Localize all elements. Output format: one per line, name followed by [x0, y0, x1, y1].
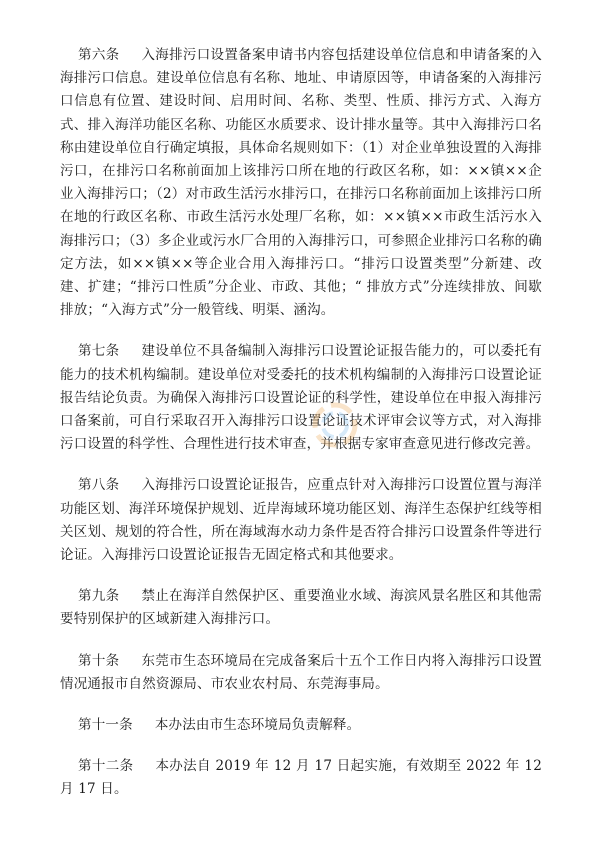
- article-label: 第八条: [78, 477, 120, 494]
- article-label: 第六条: [78, 47, 120, 63]
- article-text: 建设单位不具备编制入海排污口设置论证报告能力的，可以委托有能力的技术机构编制。建设单位对受委托的技术机构编制的入海排污口设置论证报告结论负责。为确保入海排污口设置论证的科学性，建设单位在申报入海排污口备案前，可自行采取召开入海排污口设置论证技术评审会议等方式，对入海排污口设置的科学性、合理性进行技术审查，并根据专家审查意见进行修改完善。: [60, 343, 542, 453]
- article-10: [60, 650, 542, 696]
- article-label: 第十一条: [78, 717, 133, 734]
- article-text: 入海排污口设置备案申请书内容包括建设单位信息和申请备案的入海排污口信息。建设单位信息有名称、地址、申请原因等，申请备案的入海排污口信息有位置、建设时间、启用时间、名称、类型、性质、排污方式、入海方式、排入海洋功能区名称、功能区水质要求、设计排水量等。其中入海排污口名称由建设单位自行确定填报，具体命名规则如下：（1）对企业单独设置的入海排污口，在排污口名称前面加上该排污口所在地的行政区名称，如：××镇××企业入海排污口；（2）对市政生活污水排污口，在排污口名称前面加上该排污口所在地的行政区名称、市政生活污水处理厂名称，如：××镇××市政生活污水入海排污口；（3）多企业或污水厂合用的入海排污口，可参照企业排污口名称的确定方法，如××镇××等企业合用入海排污口。“排污口设置类型”分新建、改建、扩建；“排污口性质”分企业、市政、其他；“ 排放方式”分连续排放、间歇排放；“入海方式”分一般管线、明渠、涵沟。: [60, 47, 542, 319]
- article-text: 入海排污口设置论证报告，应重点针对入海排污口设置位置与海洋功能区划、海洋环境保护规划、近岸海域环境功能区划、海洋生态保护红线等相关区划、规划的符合性，所在海域海水动力条件是否符合排污口设置条件等进行论证。入海排污口设置论证报告无固定格式和其他要求。: [60, 477, 542, 564]
- article-11: [60, 714, 542, 737]
- article-label: 第九条: [78, 588, 120, 605]
- watermark-logo: [300, 390, 370, 460]
- article-text: 东莞市生态环境局在完成备案后十五个工作日内将入海排污口设置情况通报市自然资源局、市农业农村局、东莞海事局。: [60, 652, 542, 692]
- article-text: 禁止在海洋自然保护区、重要渔业水域、海滨风景名胜区和其他需要特别保护的区域新建入海排污口。: [60, 588, 542, 628]
- article-text: 本办法由市生态环境局负责解释。: [154, 717, 361, 734]
- article-12: [60, 755, 542, 801]
- article-label: 第十条: [78, 652, 120, 669]
- article-text: 本办法自 2019 年 12 月 17 日起实施，有效期至 2022 年 12 月 17 日。: [60, 758, 542, 798]
- article-label: 第七条: [78, 343, 120, 360]
- article-8: [60, 474, 542, 567]
- article-6: [60, 44, 542, 322]
- article-9: [60, 585, 542, 631]
- article-label: 第十二条: [78, 758, 134, 775]
